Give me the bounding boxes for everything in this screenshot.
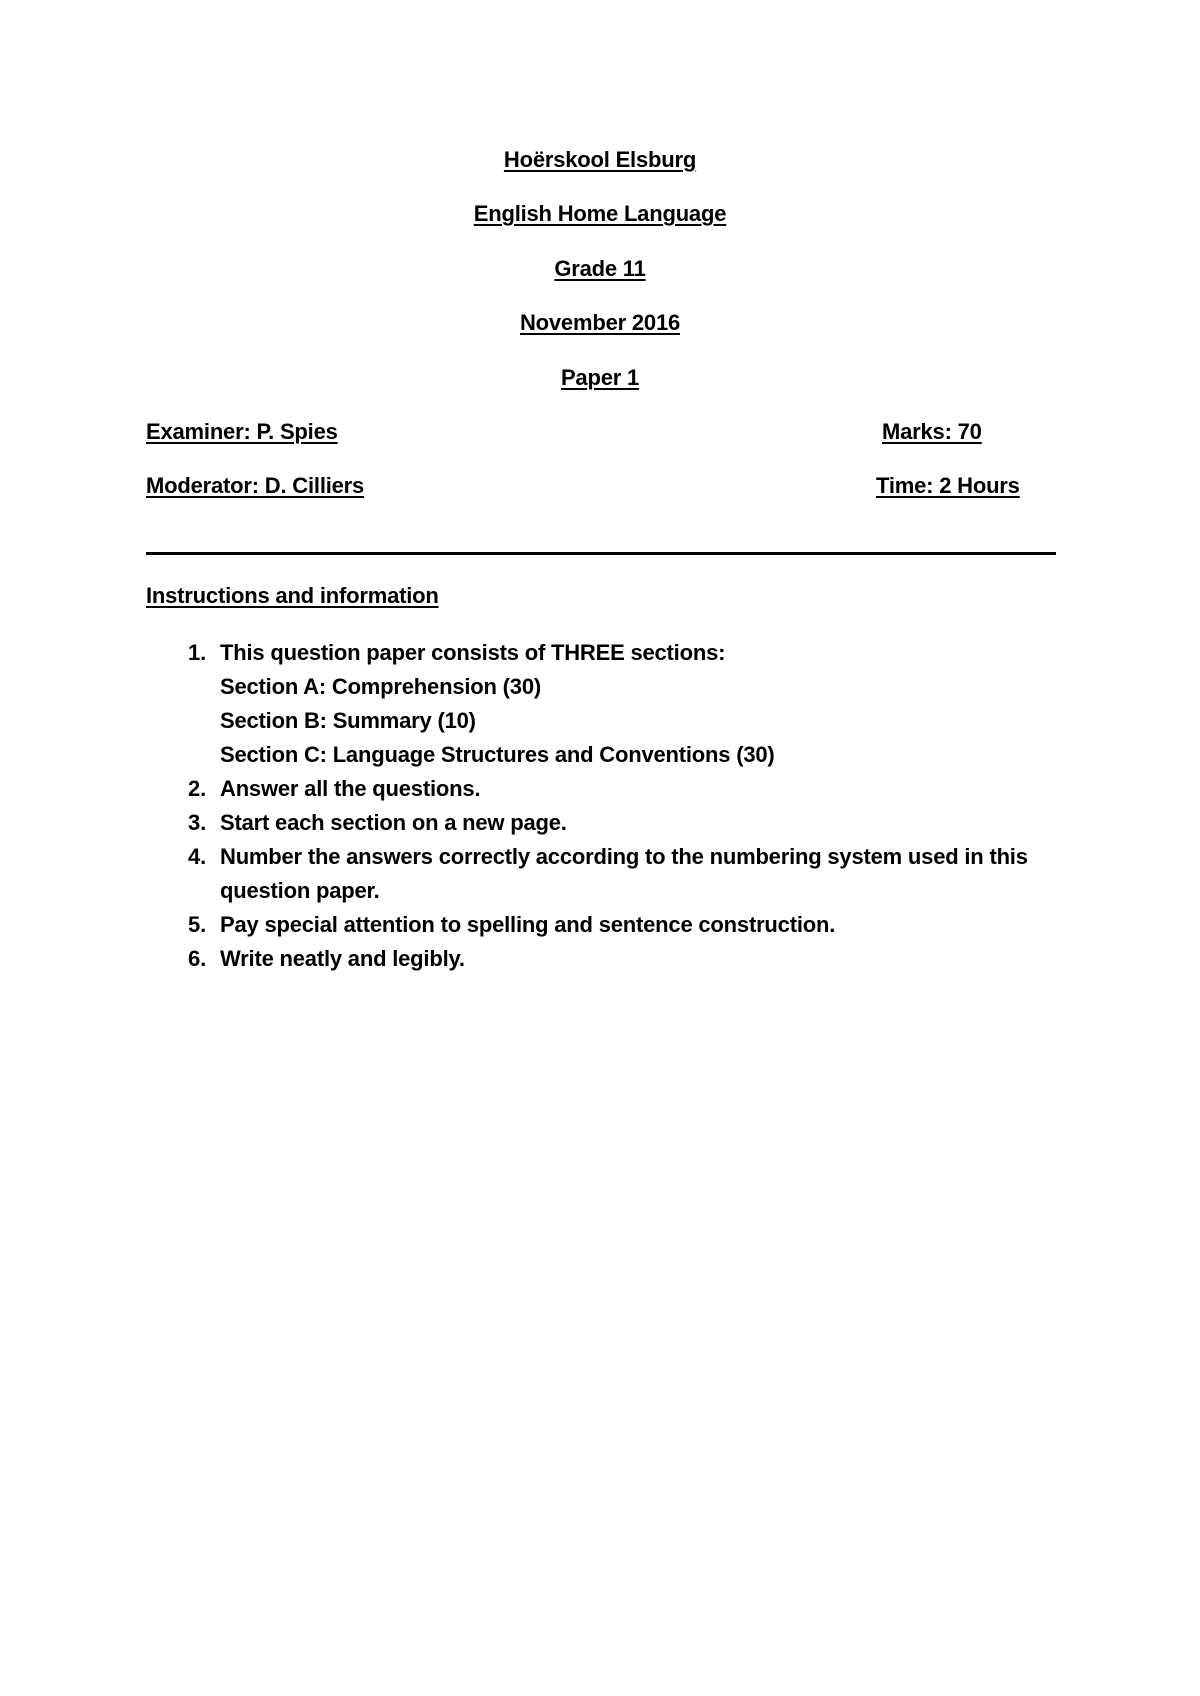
header-divider (146, 552, 1056, 555)
paper-row (0, 364, 1200, 392)
item-text: Start each section on a new page. (220, 810, 567, 835)
sub-item: Section B: Summary (10) (220, 708, 476, 733)
date-row (0, 309, 1200, 337)
paper-number: Paper 1 (560, 365, 640, 390)
sub-item: Section A: Comprehension (30) (220, 674, 541, 699)
school-name: Hoërskool Elsburg (503, 147, 697, 172)
list-item (178, 942, 1058, 976)
list-item (178, 772, 1058, 806)
item-number: 4. (188, 844, 206, 869)
item-text: This question paper consists of THREE sections: (220, 640, 726, 665)
examiner-label: Examiner: P. Spies (146, 419, 338, 444)
subject-title: English Home Language (473, 201, 727, 226)
item-number: 5. (188, 912, 206, 937)
time-label: Time: 2 Hours (876, 473, 1020, 498)
list-item (178, 636, 1058, 772)
item-text: Answer all the questions. (220, 776, 481, 801)
list-item (178, 806, 1058, 840)
item-text: Number the answers correctly according to the numbering system used in this question paper. (220, 844, 1028, 903)
item-number: 1. (188, 640, 206, 665)
item-text: Pay special attention to spelling and sentence construction. (220, 912, 836, 937)
sub-item: Section C: Language Structures and Conventions (30) (220, 742, 775, 767)
item-number: 2. (188, 776, 206, 801)
instructions-list (178, 636, 1058, 976)
instructions-title: Instructions and information (146, 583, 439, 608)
item-text: Write neatly and legibly. (220, 946, 465, 971)
list-item (178, 840, 1058, 908)
grade-row (0, 255, 1200, 283)
list-item (178, 908, 1058, 942)
subject-row (0, 200, 1200, 228)
item-number: 6. (188, 946, 206, 971)
moderator-label: Moderator: D. Cilliers (146, 473, 365, 498)
exam-date: November 2016 (519, 310, 681, 335)
grade-label: Grade 11 (554, 256, 646, 281)
marks-label: Marks: 70 (882, 419, 982, 444)
item-number: 3. (188, 810, 206, 835)
school-name-row (0, 146, 1200, 174)
